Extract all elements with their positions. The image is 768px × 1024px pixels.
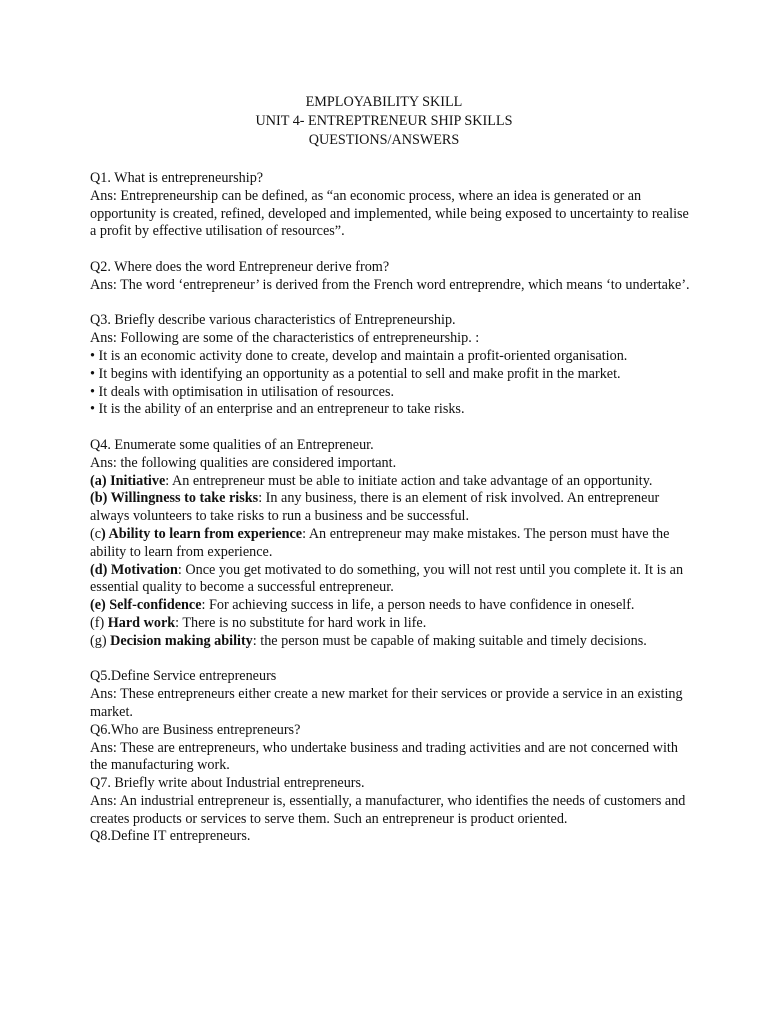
quality-learning: (c) Ability to learn from experience: An entrepreneur may make mistakes. The person must have the ability to learn from experience. bbox=[90, 525, 670, 560]
answer-7: Ans: An industrial entrepreneur is, essentially, a manufacturer, who identifies the needs of customers and creates products or services to serve them. Such an entrepreneur is product oriented. bbox=[90, 792, 686, 827]
question-7: Q7. Briefly write about Industrial entrepreneurs. bbox=[90, 775, 365, 792]
document-body bbox=[90, 170, 690, 846]
qa-block-4 bbox=[90, 437, 690, 651]
question-5: Q5.Define Service entrepreneurs bbox=[90, 668, 277, 685]
question-1: Q1. What is entrepreneurship? bbox=[90, 170, 264, 186]
qa-block-6 bbox=[90, 722, 690, 775]
answer-2: Ans: The word ‘entrepreneur’ is derived from the French word entreprendre, which means ‘to undertake’. bbox=[90, 276, 690, 293]
qa-block-7 bbox=[90, 775, 690, 828]
spacer bbox=[90, 419, 690, 437]
bullet-item: • It deals with optimisation in utilisation of resources. bbox=[90, 383, 395, 400]
answer-6: Ans: These are entrepreneurs, who undertake business and trading activities and are not concerned with the manufacturing work. bbox=[90, 739, 678, 774]
question-2: Q2. Where does the word Entrepreneur derive from? bbox=[90, 258, 390, 275]
bullet-item: • It is an economic activity done to create, develop and maintain a profit-oriented organisation. bbox=[90, 347, 628, 364]
question-3: Q3. Briefly describe various characteristics of Entrepreneurship. bbox=[90, 312, 456, 329]
quality-self-confidence: (e) Self-confidence: For achieving success in life, a person needs to have confidence in oneself. bbox=[90, 597, 635, 614]
document-header bbox=[0, 93, 768, 150]
spacer bbox=[90, 651, 690, 669]
quality-hard-work: (f) Hard work: There is no substitute for hard work in life. bbox=[90, 614, 427, 631]
bullet-item: • It begins with identifying an opportunity as a potential to sell and make profit in the market. bbox=[90, 365, 621, 382]
qa-block-8 bbox=[90, 828, 690, 846]
answer-3: Ans: Following are some of the characteristics of entrepreneurship. : bbox=[90, 330, 480, 347]
qa-block-3 bbox=[90, 312, 690, 419]
answer-5: Ans: These entrepreneurs either create a new market for their services or provide a service in an existing market. bbox=[90, 686, 683, 720]
spacer bbox=[90, 295, 690, 313]
header-title: EMPLOYABILITY SKILL bbox=[305, 94, 463, 110]
spacer bbox=[90, 241, 690, 259]
quality-decision-making: (g) Decision making ability: the person must be capable of making suitable and timely decisions. bbox=[90, 632, 647, 649]
qa-block-5 bbox=[90, 668, 690, 721]
bullet-item: • It is the ability of an enterprise and an entrepreneur to take risks. bbox=[90, 401, 465, 418]
answer-4: Ans: the following qualities are considered important. bbox=[90, 454, 397, 471]
quality-risk-taking: (b) Willingness to take risks: In any business, there is an element of risk involved. An entrepreneur always volunteers to take risks to run a business and be successful. bbox=[90, 490, 660, 525]
answer-1: Ans: Entrepreneurship can be defined, as “an economic process, where an idea is generated or an opportunity is created, refined, developed and implemented, while being exposed to uncertainty to realise a profit by effective utilisation of resources”. bbox=[90, 187, 689, 240]
question-8: Q8.Define IT entrepreneurs. bbox=[90, 828, 251, 845]
quality-motivation: (d) Motivation: Once you get motivated to do something, you will not rest until you complete it. It is an essential quality to become a successful entrepreneur. bbox=[90, 561, 684, 596]
header-unit: UNIT 4- ENTREPTRENEUR SHIP SKILLS bbox=[255, 113, 513, 129]
question-6: Q6.Who are Business entrepreneurs? bbox=[90, 721, 301, 738]
quality-initiative: (a) Initiative: An entrepreneur must be able to initiate action and take advantage of an opportunity. bbox=[90, 472, 653, 489]
question-4: Q4. Enumerate some qualities of an Entrepreneur. bbox=[90, 436, 374, 453]
qa-block-1 bbox=[90, 170, 690, 241]
qa-block-2 bbox=[90, 259, 690, 295]
header-subtitle: QUESTIONS/ANSWERS bbox=[308, 132, 460, 148]
